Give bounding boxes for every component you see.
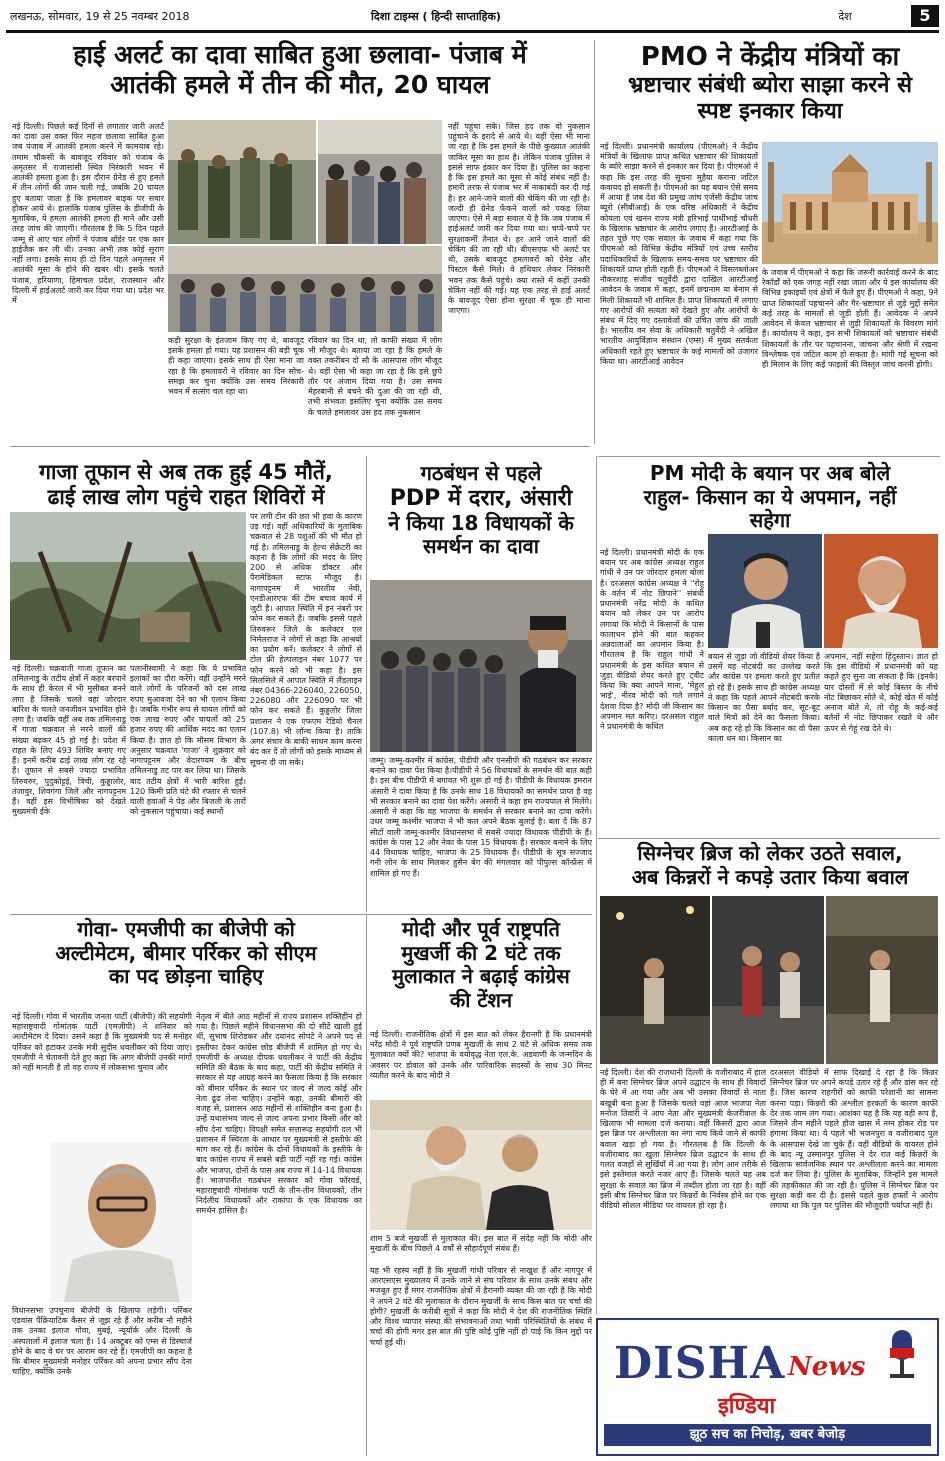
story3-column-1: नई दिल्ली। चक्रवाती गाजा तूफान का तमिलनाडु के तटीय क्षेत्रों में कहर बरपाने के साथ ही केरल में भी मुसीबत बनने लगा है जिसके चलते वहां जोरदार बारिश के चलते जनजीवन प्रभावित होने लगा है। जबकि वहीं अब तक तमिलनाडु में गाजा चक्रवात से मरने वालों की संख्या बढ़कर 45 हो गई है। प्रदेश में राहत के लिए 493 शिविर बनाए गए हैं। इनमें करीब ढाई लाख लोग रह रहे हैं। तूफान से सबसे ज्यादा प्रभावित तिरुवरुर, पुदुकोट्टई, त्रिची, कुड्डालोर, तंजावुर, शिवगंगा जिले और नागपट्टनम हैं। वहीं इस विभीषिका को देखते मुख्यमंत्री ईके xyxy=(12,664,126,817)
masthead xyxy=(6,4,939,28)
story5-column-2: बयान से जुड़ा जो वीडियो शेयर किया है उसमें वह नोटबंदी का उल्लेख करते और कांग्रेस पर हमला करते हुए प्रतीत हो रहे हैं। इसके साथ ही कांग्रेस अध्यक्ष ने कहा कि पहले आपने नोटबंदी करके किसान का पैसा बर्बाद कर, सूट-बूट वाले मित्रों को देने का फैसला किया। अब कह रहे हो कि किसान का वो पैसा काला धन था। किसान का xyxy=(708,652,820,743)
story1-headline: हाई अलर्ट का दावा साबित हुआ छलावा- पंजाब में आतंकी हमले में तीन की मौत, 20 घायल xyxy=(73,40,527,99)
story4-photo-ansari xyxy=(370,580,592,752)
story1-column-4: नहीं पहुंचा सके। जिस हद तक वो नुकसान पहुंचाने के इरादे से आये थे। वहीं ऐसा भी माना जा रहा है कि इस हमले के पीछे कुख्यात आतंकी जाकिर मूसा का हाथ है। लेकिन पंजाब पुलिस ने इससे साफ इंकार कर दिया है। पुलिस का कहना है कि इस हमले का मूसा से कोई संबंध नहीं है। हमारी तरफ से पंजाब भर में नाकाबंदी कर दी गई है। हर आने-जाने वालों की चेकिंग की जा रही है। जल्दी ही ग्रेनेड फेंकने वालों को पकड़ लिया जाएगा। ऐसे में बड़ा सवाल ये है कि जब पंजाब में हाईअलर्ट जारी कर दिया गया था। चप्पे-चप्पे पर सुरक्षाकर्मी तैनात थे। हर आने जाने वालों की चेकिंग की जा रही थी। बीएसएफ भी अलर्ट पर थी, उसके बावजूद हमलावरों को ग्रेनेड और पिस्टल कैसे मिले। वे हथियार लेकर निरंकारी भवन तक कैसे पहुंचे। क्या रास्ते में कहीं उनकी चेकिंग नहीं की गई। यह एक तरह से हाई अलर्ट के बावजूद ऐसा होना सुरक्षा में चूक ही माना जाएगा। xyxy=(448,122,590,316)
story4-body: जम्मू। जम्मू-कश्मीर में कांग्रेस, पीडीपी और एनसीपी की गठबंधन कर सरकार बनाने का दावा पेश किया है।पीडीपी ने 56 विधायकों के समर्थन की बात कही है। इस बीच पीडीपी में बगावत भी शुरू हो गई है। पीडीपी के विधायक इमरान अंसारी ने दावा किया है कि उनके साथ 18 विधायकों का समर्थन प्राप्त है वह भी सरकार बनाने का दावा पेश करेंगे। अंसारी ने कहा हम राज्यपाल से मिलेंगे। अंसारी ने कहा कि वह भाजपा के समर्थन से सरकार बनाने का दावा करेंगे। उधर जम्मू कश्मीर भाजपा ने भी कल अपने बैठक बुलाई है। बता दें कि 87 सीटों वाली जम्मू-कश्मीर विधानसभा में सबसे ज्यादा विधायक पीडीपी के हैं। कांग्रेस के पास 12 और नेका के पास 15 विधायक हैं। सरकार बनाने के लिए 44 विधायक चाहिए, भाजपा के 25 विधायक हैं। पीडीपी के सूत्र सज्जाद गनी लोन के साथ मिलकर हुसैन बेग की मंगलवार को पीपुल्स कॉन्फ्रेंस में शामिल हो गए हैं। xyxy=(370,756,592,878)
story8-body: यह भी रहस्य नहीं है कि मुखर्जी गांधी परिवार से नाखुश हैं और नागपुर में आरएसएस मुख्यालय में उनके जाने से संघ परिवार के साथ उनके संबंध और मजबूत हुए हैं मगर राजनीतिक क्षेत्रों में हैरानगी व्यक्त की जा रही है कि मोदी ने अपने 2 घंटे की मुलाकात के दौरान मुखर्जी के साथ किस बात पर चर्चा की होगी? मुखर्जी के करीबी सूत्रों ने कहा कि मोदी ने देश की राजनीतिक स्थिति और विश्व व्यापार संस्था की संभावनाओं तथा भावी परिस्थितियों के संबंध में चर्चा की होगी मगर इस बात की पुष्टि कोई पुष्टि नहीं हो पाई कि किन मुद्दों पर चर्चा हुई थी। xyxy=(370,1266,592,1347)
story6-headline: सिग्नेचर ब्रिज को लेकर उठते सवाल, अब किन्नरों ने कपड़े उतार किया बवाल xyxy=(631,841,909,889)
masthead-date: लखनऊ, सोमवार, 19 से 25 नवम्बर 2018 xyxy=(10,9,190,23)
story2-photo-parliament xyxy=(762,142,938,264)
microphone-icon xyxy=(880,1328,924,1382)
story8-caption: शाम 5 बजे मुखर्जी से मुलाकात की। इस बात में संदेह नहीं कि मोदी और मुखर्जी के बीच पिछले 4 वर्षों से सौहार्दपूर्ण संबंध हैं। xyxy=(370,1234,592,1254)
disha-news-advertisement xyxy=(596,1318,939,1456)
masthead-rule xyxy=(6,30,939,33)
ad-tagline: झूठ सच का निचोड़, खबर बेजोड़ xyxy=(604,1424,931,1446)
story5-photo-modi xyxy=(824,534,938,648)
story8-intro: नई दिल्ली। राजनीतिक क्षेत्रों में इस बात को लेकर हैरानगी है कि प्रधानमंत्री नरेंद्र मोदी ने पूर्व राष्ट्रपति प्रणब मुखर्जी के साथ 2 घंटे से अधिक समय तक मुलाकात क्यों की? भाजपा के वयोवृद्ध नेता एल.के. अडवाणी के जन्मदिन के अवसर पर डोवाल को उनके और पारिवारिक सदस्यों के साथ 30 मिनट व्यतीत करने के बाद मोदी ने xyxy=(370,1030,592,1080)
story2-column-1: नई दिल्ली। प्रधानमंत्री कार्यालय (पीएमओ) ने केंद्रीय मंत्रियों के खिलाफ प्राप्त कथित भ्रष्टाचार की शिकायतों के ब्योरे साझा करने से इनकार कर दिया है। पीएमओ ने कहा कि इस तरह की सूचना मुहैया कराना जटिल कवायद हो सकती है। पीएमओ का यह बयान ऐसे समय में आया है जब देश की प्रमुख जांच एजेंसी केंद्रीय जांच ब्यूरो (सीबीआई) के एक वरिष्ठ अधिकारी ने केंद्रीय कोयला एवं खनन राज्य मंत्री हरिभाई पार्थीभाई चौधरी के खिलाफ भ्रष्टाचार के आरोप लगाए हैं। आरटीआई के तहत पूछे गए एक सवाल के जवाब में कहा गया कि पीएमओ को विभिन्न केंद्रीय मंत्रियों एवं उच्च स्तरीय पदाधिकारियों के खिलाफ समय-समय पर भ्रष्टाचार की शिकायतें प्राप्त होती रहती हैं। पीएमओ ने विसलब्लोअर नौकरशाह संजीव चतुर्वेदी द्वारा दाखिल आरटीआई आवेदन के जवाब में कहा, इनमें छद्मनाम या बेनाम से मिली शिकायतें भी शामिल हैं। प्राप्त शिकायतों में लगाए गए आरोपों की सत्यता को देखते हुए और आरोपों के संबंध में दिए गए दस्तावेजों की उचित जांच की जाती है। भारतीय वन सेवा के अधिकारी चतुर्वेदी ने अखिल भारतीय आयुर्विज्ञान संस्थान (एम्स) में मुख्य सतर्कता अधिकारी रहते हुए भ्रष्टाचार के कई मामलों को उजागर किया था। आरटीआई आवेदन xyxy=(600,142,758,366)
story6-column-2: दरअसल वीडियो में साफ दिखाई दे रहा है कि किन्नर सिग्नेचर ब्रिज पर अपने कपड़े उतार रहे हैं और डांस कर रहे हैं। जिस कारण राहगीरों को काफी परेशानी का सामना करना पड़ा। किन्नरों की अश्लील हरकतों के कारण काफी देर तक जाम लग गया। आशंका यह है कि यह वही रूप है, जिसने तीन महीने पहले हौज खास में नग्न होकर रोड पर हंगामा किया था। ये पहले भी भजनपुरा व वजीराबाद पुल के आसपास देखे जा चुके हैं। वहीं वीडियो के वायरल होने के बाद न्यू उस्मानपुर पुलिस ने देर रात कई किन्नरों के खिलाफ सार्वजनिक स्थान पर अश्लीलता करने का मामला दर्ज कर लिया है। पुलिस के मुताबिक, जिन्होंने इस मामले की तहकीकात की जा रही है। पुलिस ने सिग्नेचर ब्रिज पर सुरक्षा कड़ी कर दी है। इससे पहले कुछ हफ्तों ने आरोप लगाया था कि पुल पर पुलिस की मौजूदगी पर्याप्त नहीं है। xyxy=(770,1068,938,1211)
story5-column-1: नई दिल्ली। प्रधानमंत्री मोदी के एक बयान पर अब कांग्रेस अध्यक्ष राहुल गांधी ने उन पर जोरदार हमला बोला है। दरअसल कांग्रेस अध्यक्ष ने ''रोहू के वर्तन में नोट छिपाने'' संबंधी प्रधानमंत्री नरेंद्र मोदी के कथित बयान को लेकर उन पर आरोप लगाया कि मोदी ने किसानों के पास कालाधन होने की बात कहकर अन्नदाताओं का अपमान किया है। गौरतलब है कि राहुल गांधी ने प्रधानमंत्री के इस कथित बयान से जुड़ा वीडियो शेयर करते हुए ट्वीट किया कि क्या आपने माना, 'मेहुल भाई', नीरव मोदी को गले लगाने देशवा दिया है? मोदी जी किसान का अपमान मत करिए। दरअसल राहुल ने प्रधानमंत्री के कथित xyxy=(600,548,704,731)
story3-headline: गाजा तूफान से अब तक हुई 45 मौतें, ढाई लाख लोग पहुंचे राहत शिविरों में xyxy=(39,460,333,509)
story6-photo-bridge-2 xyxy=(712,896,824,1064)
story2-column-2: के जवाब में पीएमओ ने कहा कि जरूरी कार्रवाई करने के बाद रेकॉर्डों को एक जगह नहीं रखा जाता और ये इस कार्यालय की विभिन्न इकाइयों एवं क्षेत्रों में फैले हुए हैं। पीएमओ ने कहा, 9ने प्राप्त शिकायतों पहचानने और गैर-भ्रष्टाचार से जुड़े मुद्दों समेत कई तरह के मामलों से जुड़ी होती हैं। आवेदक ने अपने आवेदन में केवल भ्रष्टाचार से जुड़ी शिकायतों के विवरण मांगे हैं। कार्यालय ने कहा, इन सभी शिकायतों को भ्रष्टाचार संबंधी शिकायतों के तौर पर पहचानना, जांचना और श्रेणी में रखना विश्लेषक एवं जटिल काम हो सकता है। मांगी गई सूचना को ही मिलान के लिए कई फाइलों की विस्तृत जांच करनी होगी। xyxy=(762,268,938,370)
ad-brand: DISHA xyxy=(614,1338,786,1389)
page-number: 5 xyxy=(911,5,939,27)
story8-photo-meeting xyxy=(370,1100,592,1230)
story7-column-1a: नई दिल्ली। गोवा में भारतीय जनता पार्टी (बीजेपी) की सहयोगी महाराष्ट्रवादी गोमांतक पार्टी (एमजीपी) ने शनिवार को अल्टीमेटम दे दिया। उसने कहा है कि मुख्यमंत्री पद से मनोहर पर्रिकर को हटाकर उनके मंत्री सुदीन धवलीकर को दिया जाए। एमजीपी ने चेतावनी देते हुए कहा कि अगर बीजेपी उनकी मांगों को नहीं मानती है तो वह राज्य में लोकसभा चुनाव और xyxy=(12,1012,192,1073)
story1-photo-gathering xyxy=(168,246,442,332)
divider xyxy=(10,914,592,915)
story3-column-3: पर लगी टीन की छत भी हवा के कारण उड़ गई। वहीं अधिकारियों के मुताबिक चक्रवात से 28 पशुओं की भी मौत हो गई है। तमिलनाडु के हेल्थ सेक्रेटरी का कहना है कि लोगों की मदद के लिए 200 से अधिक डॉक्टर और पैरामेडिकल स्टाफ मौजूद है। नागापट्टनम में भारतीय नेवी, एनडीआरएफ की टीम बचाव कार्य में जुटी है। आपात स्थिति में इन नंबरों पर फोन कर सकते हैं। जबकि इससे पहले तिरुवरूर जिले के कलेक्टर एल निर्मलराज ने लोगों से कहा कि आश्रयों का प्रयोग करें। कलेक्टर ने लोगों से टोल फ्री हेल्पलाइन नंबर 1077 पर फोन करने को भी कहा है। इस सिलसिले में आपात स्थिति में लैंडलाइन नंबर 04366-226040, 226050, 226080 और 226090 पर भी फोन कर सकते हैं। कुड्डलोर जिला प्रशासन ने एक एफएम रेडियो चैनल (107.8) भी लॉन्च किया है। ताकि अगर संचार के बाकी साधन काम करना बंद कर दें तो लोगों को इसके माध्यम से सूचना दी जा सके। xyxy=(250,512,362,767)
divider xyxy=(596,838,597,1314)
divider xyxy=(598,456,940,457)
story6-photo-bridge-3 xyxy=(826,896,938,1064)
story7-column-1b: विधानसभा उपचुनाव बीजेपी के खिलाफ लड़ेगी। पर्रिकर एडवांस पैंक्रियाटिक कैंसर से जूझ रहे हैं और करीब नौ महीने तक उनका इलाज गोवा, मुंबई, न्यूयॉर्क और दिल्ली के अस्पतालों में इलाज चला है। 14 अक्टूबर को एम्स से डिस्चार्ज होने के बाद वे घर पर आराम कर रहे हैं। एमजीपी का कहना है कि बीमार मुख्यमंत्री मनोहर पर्रिकर को अपना प्रभार सौंप देना चाहिए, क्योंकि उनके xyxy=(12,1306,192,1377)
story8-headline: मोदी और पूर्व राष्ट्रपति मुखर्जी की 2 घंटे तक मुलाकात ने बढ़ाई कांग्रेस की टेंशन xyxy=(392,917,570,1012)
story6-photo-bridge-1 xyxy=(600,896,710,1064)
story7-headline: गोवा- एमजीपी का बीजेपी को अल्टीमेटम, बीमार पर्रिकर को सीएम का पद छोड़ना चाहिए xyxy=(55,917,317,989)
story6-column-1: नई दिल्ली। देश की राजधानी दिल्ली के वजीराबाद में हाल ही में बना सिग्नेचर ब्रिज अपने उद्घाटन के साथ ही विवादों के घेरे में आ गया और अब भी उसका विवादों से नाता बखूबी बना हुआ है जिसके चलते वहां आज भाजपा नेता मनोज तिवारी ने आप नेता और मुख्यमंत्री केजरीवाल के खिलाफ भी मामला दर्ज कराया। वहीं किसरों द्वारा आज इस ब्रिज पर अश्लीलता का नंगा नाच किये जाने से काफी बवाल खड़ा हो गया है। गौरतलब है कि दिल्ली के वजीराबाद का खुला सिग्नेचर ब्रिज उद्घाटन के साथ ही गलत वजहों से सुर्खियों में आ गया है। लोग आन तरीके से इसे इस्तेमाल करते नजर आए हैं। जिसके चलते यह अब सुरक्षा के सवाल का ब्रिज में तब्दील होता जा रहा है। वहीं इसी बीच सिग्नेचर ब्रिज पर किन्नरों के निर्वस्त्र होने का एक वीडियो सोशल मीडिया पर वायरल हो रहा है। xyxy=(600,1068,766,1211)
story5-column-3: अपमान, नहीं सहेगा हिंदुस्तान। ज्ञात हो कि इस वीडियो में प्रधानमंत्री को यह कहते हुए सुना जा सकता है कि (इनके) यार दोस्तों में से कोई बिस्तर के नीचे नोट बिछाकर सोते थे, कोई खेत में कोई अनाज बोते थे, तो रोहू के कई-कई बर्तनों में नोट छिपाकर रखते थे और ऊपर से गेहूं रख देते थे। xyxy=(824,652,938,733)
divider xyxy=(594,40,595,444)
story5-photo-rahul xyxy=(708,534,822,648)
story7-column-2: नेतृत्व में बीते आठ महीनों से राज्य प्रशासन शक्तिहीन हो गया है। पिछले महीने विधानसभा की दो सीटें खाली हुई थीं, सुभाष शिरोडकर और दयानंद सोपटे ने अपने पद से इस्तीफा देकर कांग्रेस छोड़ बीजेपी में शामिल हो गए थे। एमजीपी के अध्यक्ष दीपक धवलीकर ने पार्टी की केंद्रीय समिति की बैठक के बाद कहा, पार्टी की केंद्रीय समिति ने सरकार से यह आग्रह करने का फैसला किया है कि सरकार को बीमार पर्रिकर के स्थान पर जल्द से जल्द कोई और नेता ढूंढ लेना चाहिए। उन्होंने कहा, उनकी बीमारी की वजह से, प्रशासन आठ महीनों से शक्तिहीन बना हुआ है। उन्हें यथासंभव जल्द से जल्द अपना प्रभार किसी और को सौंप देना चाहिए। विपक्षी समेत सत्तारूढ़ सहयोगी दल भी प्रशासन में स्थिरता के आधार पर मुख्यमंत्री से इस्तीफे की मांग कर रहे हैं। कांग्रेस के दोनों विधायकों के इस्तीफे के बाद कांग्रेस राज्य में सबसे बड़ी पार्टी नहीं रह गई। कांग्रेस और भाजपा, दोनों के पास अब राज्य में 14-14 विधायक हैं। भाजपानीत गठबंधन सरकार को गोवा फॉरवर्ड, महाराष्ट्रवादी गोमांतक पार्टी के तीन-तीन विधायकों, तीन निर्दलीय विधायकों और राकांपा के एक विधायक का समर्थन हासिल है। xyxy=(196,1012,362,1216)
story5-headline: PM मोदी के बयान पर अब बोले राहुल- किसान का ये अपमान, नहीं सहेगा xyxy=(643,461,897,533)
story1-column-2: कड़ी सुरक्षा के इंतजाम किए गए थे, बावजूद इसके हमला हो गया। यह प्रशासन की बड़ी चूक ही कहा जाएगा। इसके साथ ही ऐसा माना जा रहा है कि हमलावरों ने रविवार का दिन सोच-समझ कर चुना क्योंकि उस समय निरंकारी भवन में सत्संग चल रहा था। xyxy=(168,336,304,397)
story1-photo-police xyxy=(168,120,316,244)
divider xyxy=(598,838,940,839)
story1-column-3: रविवार का दिन था, तो काफी संख्या में लोग भी मौजूद थे। बताया जा रहा है कि हमले के वक्त तकरीबन दो सौ के आसपास लोग मौजूद थे। वहीं ऐसा भी कहा जा रहा है कि इसे छुपे तौर पर अंजाम दिया गया है। उस समय मेहरबानी से बचने की दुआ की जा रही थी, तभी संभवतः इसलिए चुना क्योंकि उस समय के चलते हमलावर उस हद तक नुकसान xyxy=(308,336,442,417)
story7-photo-parrikar xyxy=(50,1142,192,1302)
ad-news: News xyxy=(788,1352,866,1382)
story3-column-2: पलानीस्वामी ने कहा कि ये प्रभावित इलाकों का दौरा करेंगे। वहीं उन्होंने मरने वाले लोगों के परिजनों को दस लाख रुपए मुआवजा देने का भी एलान किया है। जबकि गंभीर रूप से घायल लोगों को एक लाख रुपए और घायलों को 25 हजार रुपए की आर्थिक मदद का एलान किया है। ज्ञात हो कि मौसम विभाग के अनुसार चक्रवात 'गाजा' ने शुक्रवार को नागापट्टनम और वेदारण्यम के बीच तमिलनाडु तट पार कर लिया था। जिसके बाद तटीय क्षेत्रों में भारी बारिश हुई। 120 किमी प्रति घंटे की रफ्तार से चलने वाली हवाओं ने पेड़ और बिजली के तारों को नुकसान पहुंचाया। कई स्थानों xyxy=(130,664,246,817)
masthead-section: देश xyxy=(838,9,852,23)
ad-india: इण्डिया xyxy=(718,1394,776,1419)
divider xyxy=(366,456,367,912)
story2-headline: PMO ने केंद्रीय मंत्रियों का भ्रष्टाचार संबंधी ब्योरा साझा करने से स्पष्ट इनकार किया xyxy=(627,42,913,124)
divider xyxy=(10,446,590,447)
story1-column-1: नई दिल्ली। पिछले कई दिनों से लगातार जारी अलर्ट का दावा उस वक्त फिर महज छलावा साबित हुआ जब पंजाब में आतंकी हमला करने में कामयाब रहे। तमाम चौकसी के बावजूद रविवार को पंजाब के अमृतसर में राजासांसी स्थित निरंकारी भवन में आतंकी हमला हुआ है। इस दौरान ग्रेनेड से हुए हमले में तीन लोगों की जान चली गई, जबकि 20 घायल हुए बताया जाता है कि हमलावर बाइक पर सवार होकर आये थे। हालांकि पंजाब पुलिस के डीजीपी के मुताबिक, ये हमला आतंकी हमला ही माने और उसी तरह जांच की जाएगी। गौरतलब है कि 5 दिन पहले जम्मू से आए चार लोगों ने पंजाब बॉर्डर पर एक कार हाईजैक कर ली थी। उनका अभी तक कोई सुराग नहीं लगा। इसके साथ ही दो दिन पहले अमृतसर में आतंकी मूसा के होने की खबर थी। इसके चलते पंजाब, हरियाणा, हिमाचल प्रदेश, राजस्थान और दिल्ली में हाईअलर्ट जारी कर दिया गया था। प्रदेश भर में xyxy=(12,122,164,305)
masthead-publication: दिशा टाइम्स ( हिन्दी साप्ताहिक) xyxy=(371,9,501,23)
story1-photo-crowd xyxy=(318,120,442,244)
divider xyxy=(366,914,367,1456)
story4-headline: गठबंधन से पहले PDP में दरार, अंसारी ने किया 18 विधायकों के समर्थन का दावा xyxy=(388,461,574,559)
story3-photo-storm xyxy=(10,512,246,660)
